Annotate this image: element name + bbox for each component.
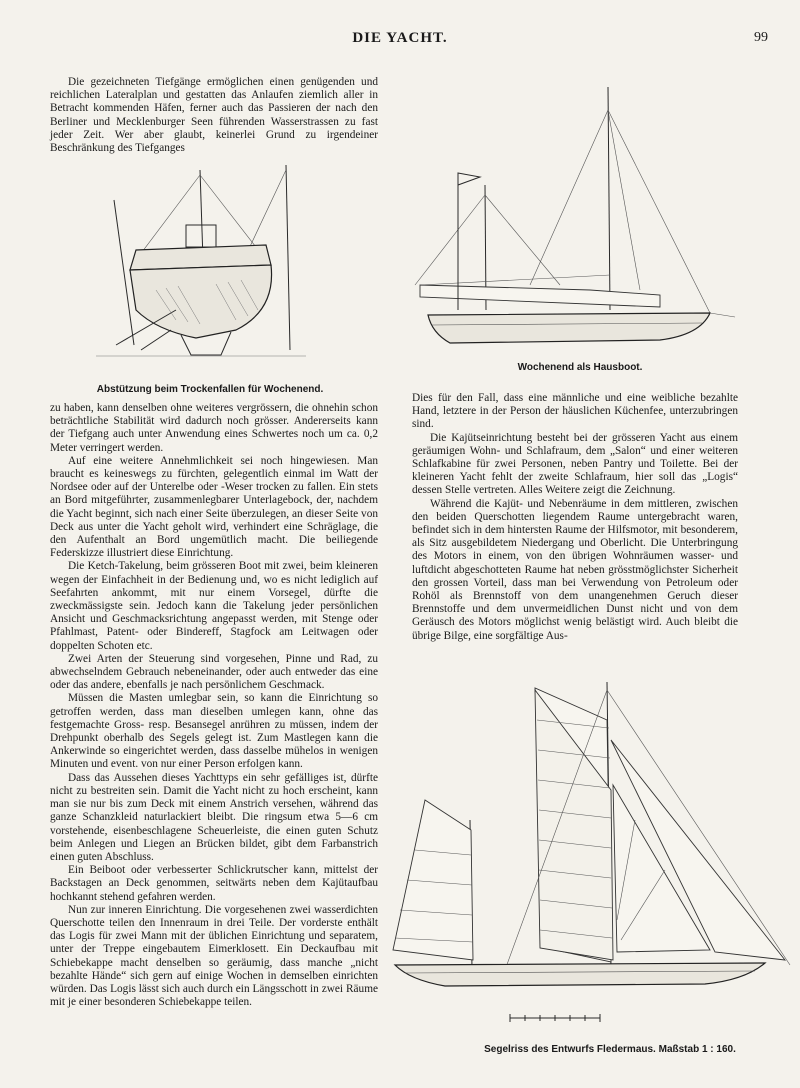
paragraph-left-7: Ein Beiboot oder verbesserter Schlickrutscher kann, mittelst der Backstagen an Deck genommen, seitwärts neben dem Kajütaufbau hochkannt stehend gefahren werden. xyxy=(50,864,378,903)
houseboat-sketch xyxy=(410,85,740,350)
paragraph-left-1: zu haben, kann denselben ohne weiteres vergrössern, die ohnehin schon beträchtliche Stabilität wird dadurch noch grösser. Andererseits kann der Tiefgang auch unter Anwendung eines Schwertes noch um ca. 0,2 Meter verringert werden. xyxy=(50,402,378,454)
drying-support-sketch xyxy=(96,160,306,360)
sail-plan-drawing xyxy=(385,680,795,1025)
intro-column xyxy=(50,76,378,155)
page-header xyxy=(0,30,800,54)
paragraph-right-1: Dies für den Fall, dass eine männliche und eine weibliche bezahlte Hand, letztere in der Person der häuslichen Küchenfee, unterzubringen sind. xyxy=(412,392,738,431)
figure-drying-support xyxy=(96,160,306,360)
paragraph-intro: Die gezeichneten Tiefgänge ermöglichen einen genügenden und reichlichen Lateralplan und gestatten das Anlaufen ziemlich aller in Betracht kommenden Häfen, ferner auch das Passieren der nach den Berliner und Mecklenburger Seen führenden Wasserstrassen zu fast jeder Zeit. Wer aber glaubt, keinerlei Grund zu irgendeiner Beschränkung des Tiefganges xyxy=(50,76,378,155)
paragraph-right-3: Während die Kajüt- und Nebenräume in dem mittleren, zwischen den beiden Querschotten liegendem Raume untergebracht waren, befindet sich in dem hintersten Raume der Hilfsmotor, mit besonderem, als Sitz ausgebildetem Niedergang und Oberlicht. Die Unterbringung des Motors in einem, von den übrigen Wohnräumen wasser- und luftdicht abgeschotteten Raume hat neben grösstmöglichster Sicherheit den grossen Vorteil, dass man bei Verwendung von Petroleum oder Rohöl als Brennstoff von dem unangenehmen Geruch dieser Brennstoffe und dem unvermeidlichen Dunst nicht und von dem Geräusch des Motors möglichst wenig belästigt wird. Auch bleibt die übrige Bilge, eine sorgfältige Aus- xyxy=(412,497,738,642)
right-column xyxy=(412,392,738,643)
paragraph-left-6: Dass das Aussehen dieses Yachttyps ein sehr gefälliges ist, dürfte nicht zu bestreiten sein. Damit die Yacht nicht zu hoch erscheint, kann man sie nur bis zum Deck mit einem Anstrich versehen, während das ganze Schanzkleid naturlackiert bleibt. Die ringsum etwa 5—6 cm vorstehende, eisenbeschlagene Scheuerleiste, die einen guten Schutz beim Anlegen und Liegen an Brücken bildet, gibt dem Farbanstrich einen guten Abschluss. xyxy=(50,771,378,863)
paragraph-left-4: Zwei Arten der Steuerung sind vorgesehen, Pinne und Rad, zu abwechselndem Gebrauch nebeneinander, oder auch entweder das eine oder das andere, ebenfalls je nach persönlichem Geschmack. xyxy=(50,652,378,692)
paragraph-left-5: Müssen die Masten umlegbar sein, so kann die Einrichtung so getroffen werden, dass man dieselben umlegen kann, ohne das festgemachte Gross- resp. Besansegel anrühren zu müssen, indem der Drehpunkt oberhalb des Segels gelegt ist. Zum Mastlegen kann die Ankerwinde so eingerichtet werden, dass dasselbe mühelos in wenigen Minuten und event. von nur einer Person erfolgen kann. xyxy=(50,692,378,771)
caption-figure-2: Wochenend als Hausboot. xyxy=(517,362,643,373)
paragraph-right-2: Die Kajütseinrichtung besteht bei der grösseren Yacht aus einem geräumigen Wohn- und Schlafraum, dem „Salon“ und einer weiteren Schlafkabine für zwei Personen, neben Pantry und Toilette. Bei der kleineren Yacht fehlt der zweite Schlafraum, hier soll das „Logis“ dessen Stelle vertreten. Alles Weitere zeigt die Zeichnung. xyxy=(412,431,738,497)
paragraph-left-2: Auf eine weitere Annehmlichkeit sei noch hingewiesen. Man braucht es keineswegs zu fürchten, gelegentlich einmal im Watt der Nordsee oder auf der Unterelbe oder -Weser trocken zu fallen. Ein stets an Bord mitgeführter, zusammenlegbarer Unterlagebock, der, nachdem die Yacht beginnt, sich nach einer Seite überzulegen, an dieser Seite von Deck aus unter die Yacht geholt wird, verhindert eine Schräglage, die den Aufenthalt an Bord ungemütlich macht. Die beiliegende Federskizze illustriert diese Einrichtung. xyxy=(50,454,378,560)
left-column xyxy=(50,402,378,1009)
paragraph-left-3: Die Ketch-Takelung, beim grösseren Boot mit zwei, beim kleineren wegen der Einfachheit in der Bedienung und, wo es nicht lediglich auf Seefahrten ankommt, mit nur einem Vorsegel, dürfte die zweckmässigste sein. Jedoch kann die Takelung jeder persönlichen Ansicht und Geschmacksrichtung angepasst werden, mit Stenge oder Pfahlmast, Patent- oder Bindereff, Stagfock am Leitwagen oder doppelten Schoten etc. xyxy=(50,560,378,652)
paragraph-left-8: Nun zur inneren Einrichtung. Die vorgesehenen zwei wasserdichten Querschotte teilen den Innenraum in drei Teile. Der vorderste enthält das Logis für zwei Mann mit der üblichen Einrichtung und separatem, unter der Treppe eingebautem Eimerklosett. Ein Deckaufbau mit Schiebekappe macht denselben so geräumig, dass manche „nicht bezahlte Hände“ sich gern auf einige Wochen in demselben einrichten würden. Das Logis lässt sich auch durch ein Längsschott in zwei Räume mit je einer besonderen Schiebekappe teilen. xyxy=(50,903,378,1009)
caption-figure-1: Abstützung beim Trockenfallen für Wochenend. xyxy=(96,384,324,395)
caption-figure-3: Segelriss des Entwurfs Fledermaus. Maßstab 1 : 160. xyxy=(484,1044,736,1055)
journal-title: DIE YACHT. xyxy=(352,30,448,46)
figure-sail-plan xyxy=(385,680,795,1025)
page-number: 99 xyxy=(754,30,768,45)
figure-houseboat xyxy=(410,85,740,350)
